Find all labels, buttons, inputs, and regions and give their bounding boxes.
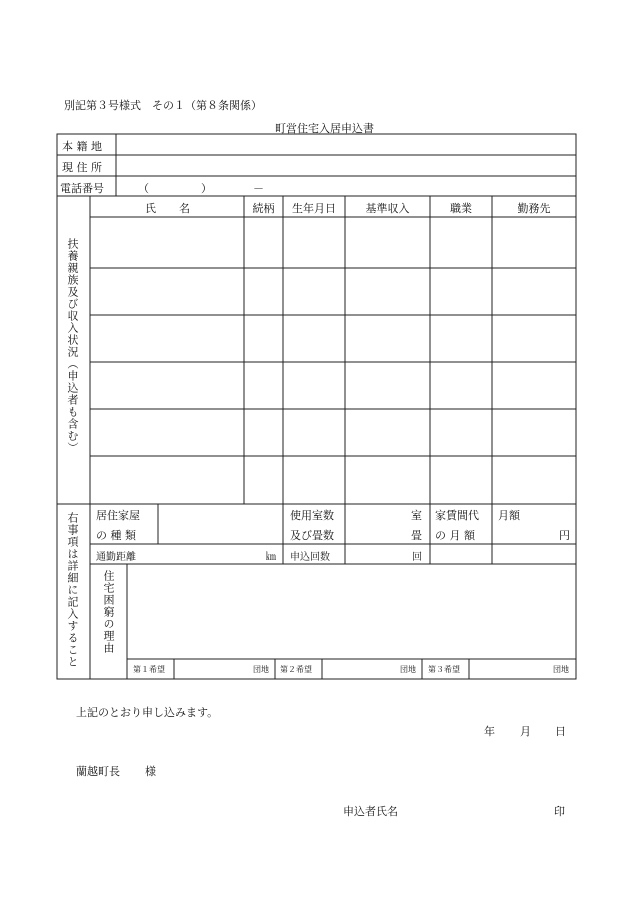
rent-line2: の 月 額 [435, 529, 475, 542]
phone-dash: － [253, 182, 264, 195]
header-income: 基準収入 [365, 202, 410, 215]
details-side-label: 右事項は詳細に記入すること [66, 512, 79, 668]
form-number: 別記第３号様式 その１（第８条関係） [64, 99, 262, 112]
choice2-danchi: 団地 [400, 665, 416, 674]
choice1-label: 第１希望 [133, 665, 165, 674]
denwa-label: 電話番号 [60, 182, 104, 195]
header-birth: 生年月日 [292, 202, 336, 215]
km-unit: ㎞ [266, 552, 276, 563]
count-unit: 回 [412, 552, 422, 563]
seal-label: 印 [554, 805, 565, 818]
choice1-danchi: 団地 [253, 665, 269, 674]
phone-close-paren: ） [201, 182, 212, 195]
header-name-first: 氏 [145, 202, 156, 215]
choice3-danchi: 団地 [553, 665, 569, 674]
family-side-label: 扶養親族及び収入状況（申込者も含む） [66, 238, 79, 454]
recipient: 蘭越町長 [76, 765, 120, 778]
rooms-line1: 使用室数 [290, 509, 334, 522]
honseki-label: 本 籍 地 [62, 140, 102, 153]
day-label: 日 [555, 725, 566, 738]
room-unit: 室 [411, 509, 422, 522]
residence-type-line2: の 種 類 [96, 529, 136, 542]
choice2-label: 第２希望 [280, 665, 312, 674]
apply-count-label: 申込回数 [290, 552, 330, 563]
statement: 上記のとおり申し込みます。 [76, 706, 219, 719]
residence-type-line1: 居住家屋 [96, 509, 140, 522]
header-name-second: 名 [179, 202, 190, 215]
year-label: 年 [484, 725, 495, 738]
commute-label: 通勤距離 [96, 552, 136, 563]
applicant-label: 申込者氏名 [343, 805, 398, 818]
yen-unit: 円 [559, 529, 570, 542]
rent-line1: 家賃間代 [435, 509, 479, 522]
form-title: 町営住宅入居申込書 [275, 122, 374, 135]
reason-label: 住宅困窮の理由 [102, 570, 115, 654]
sama-label: 様 [145, 765, 156, 778]
monthly-label: 月額 [498, 509, 520, 522]
genjusho-label: 現 住 所 [62, 161, 102, 174]
rooms-line2: 及び畳数 [290, 529, 334, 542]
choice3-label: 第３希望 [428, 665, 460, 674]
header-relation: 続柄 [252, 202, 275, 215]
phone-open-paren: （ [138, 182, 149, 195]
header-work: 勤務先 [517, 202, 551, 215]
tatami-unit: 畳 [411, 529, 422, 542]
header-job: 職業 [450, 202, 472, 215]
month-label: 月 [520, 725, 531, 738]
